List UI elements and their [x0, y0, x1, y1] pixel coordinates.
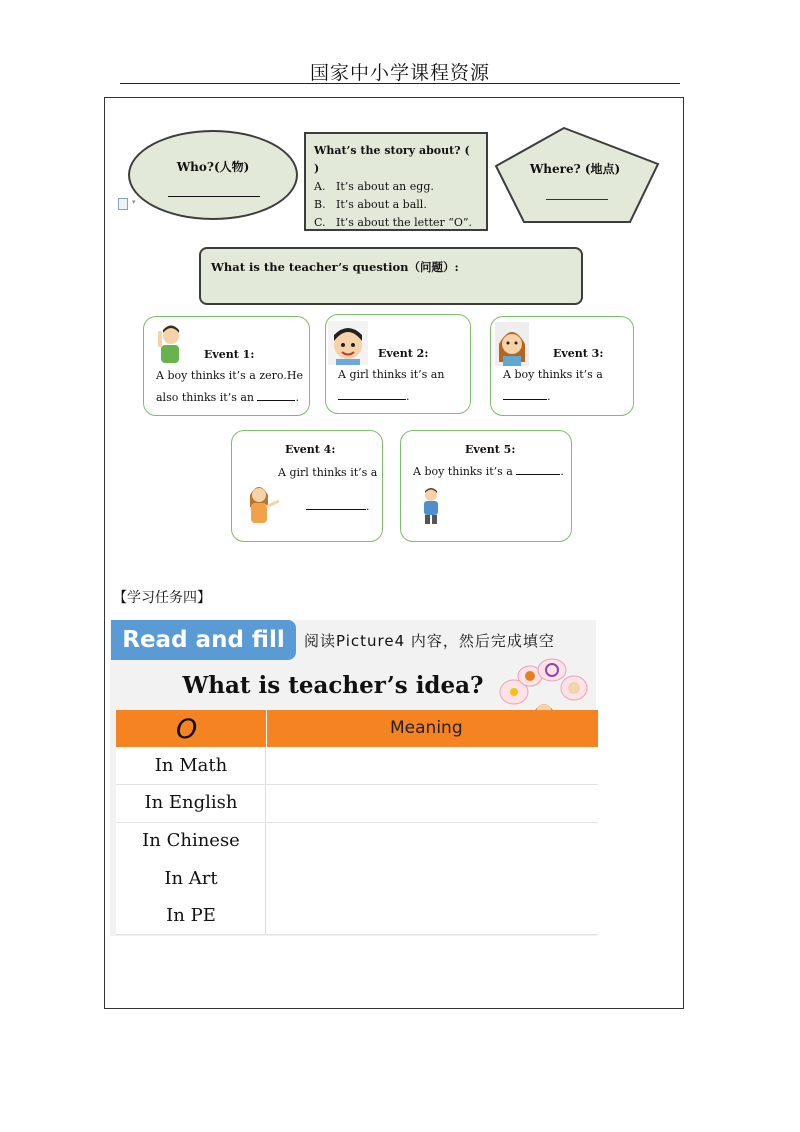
header-meaning: Meaning: [390, 718, 463, 738]
event-sentence-wrapper: [413, 464, 564, 478]
meaning-cell-chinese-art-pe[interactable]: [266, 823, 598, 934]
boy-face-icon: [328, 321, 368, 365]
event-card-3: [490, 316, 634, 416]
page-header-title: 国家中小学课程资源: [309, 62, 490, 84]
document-icon: [118, 198, 128, 210]
event-sentence-line1: A girl thinks it’s a: [278, 466, 378, 479]
event-answer-blank[interactable]: [306, 499, 366, 510]
meaning-cell-english[interactable]: [266, 785, 598, 822]
event-sentence-end: .: [295, 391, 299, 404]
story-question-box: [304, 132, 488, 231]
event-sentence-line1: A boy thinks it’s a: [503, 368, 603, 381]
event-answer-blank[interactable]: [503, 389, 547, 400]
read-fill-badge: Read and fill: [111, 620, 296, 660]
option-text: It’s about a ball.: [336, 198, 427, 211]
header-letter-o: O: [176, 714, 198, 745]
event-title: Event 2:: [378, 347, 429, 360]
event-sentence-line1: A girl thinks it’s an: [338, 368, 445, 381]
story-option-c[interactable]: [314, 214, 478, 232]
teacher-question-box: [199, 247, 583, 305]
table-row-label-english: In English: [144, 792, 238, 813]
event-sentence-text: also thinks it’s an: [156, 391, 254, 404]
option-text: It’s about an egg.: [336, 180, 434, 193]
table-row-label-art: In Art: [164, 868, 218, 889]
event-answer-blank[interactable]: [338, 389, 406, 400]
read-fill-heading: What is teacher’s idea?: [182, 672, 484, 699]
who-oval: [128, 130, 298, 220]
table-row-label-chinese: In Chinese: [142, 830, 240, 851]
teacher-question-label: What is the teacher’s question（问题）:: [211, 260, 459, 274]
option-letter: B.: [314, 198, 326, 211]
table-row-label-pe: In PE: [166, 905, 216, 926]
option-letter: C.: [314, 216, 326, 229]
who-label: Who?(人物): [176, 160, 250, 174]
meaning-table-header: [116, 710, 598, 747]
option-text: It’s about the letter “O”.: [336, 216, 473, 229]
event-title: Event 3:: [553, 347, 604, 360]
event-card-1: [143, 316, 310, 416]
where-label: Where? (地点): [529, 162, 621, 176]
event-answer-blank[interactable]: [516, 464, 560, 475]
event-title: Event 1:: [204, 348, 255, 361]
task-title: 【学习任务四】: [113, 590, 211, 606]
who-answer-line[interactable]: [168, 196, 260, 197]
option-letter: A.: [314, 180, 326, 193]
event-answer-blank[interactable]: [257, 390, 295, 401]
event-sentence-line2: [306, 499, 370, 513]
girl-pointing-icon: [246, 481, 282, 525]
event-sentence-end: .: [560, 465, 564, 478]
event-card-2: [325, 314, 471, 414]
dropdown-arrow-icon: ▾: [132, 198, 136, 206]
event-sentence-line1: A boy thinks it’s a: [413, 465, 513, 478]
event-card-5: [400, 430, 572, 542]
story-question: What’s the story about? ( ): [314, 144, 470, 175]
event-sentence-end: .: [366, 500, 370, 513]
table-row-divider: [116, 934, 598, 935]
event-title: Event 5:: [465, 443, 516, 456]
girl-face-icon: [495, 322, 529, 366]
boy-standing-icon: [419, 486, 445, 526]
event-title: Event 4:: [285, 443, 336, 456]
where-answer-line[interactable]: [546, 199, 608, 200]
event-sentence-line2: [338, 389, 410, 403]
event-sentence-end: .: [547, 390, 551, 403]
event-sentence-end: .: [406, 390, 410, 403]
boy-waving-icon: [156, 323, 186, 365]
event-sentence-line1: A boy thinks it’s a zero.He: [156, 369, 303, 382]
event-sentence-line2: [156, 390, 299, 404]
table-row-label-math: In Math: [154, 755, 228, 776]
meaning-cell-math[interactable]: [266, 747, 598, 784]
header-rule: [120, 83, 680, 84]
story-option-b[interactable]: [314, 196, 478, 214]
read-fill-instruction: 阅读Picture4 内容，然后完成填空: [304, 632, 555, 650]
story-option-a[interactable]: [314, 178, 478, 196]
event-card-4: [231, 430, 383, 542]
event-sentence-line2: [503, 389, 551, 403]
header-divider: [266, 710, 267, 747]
